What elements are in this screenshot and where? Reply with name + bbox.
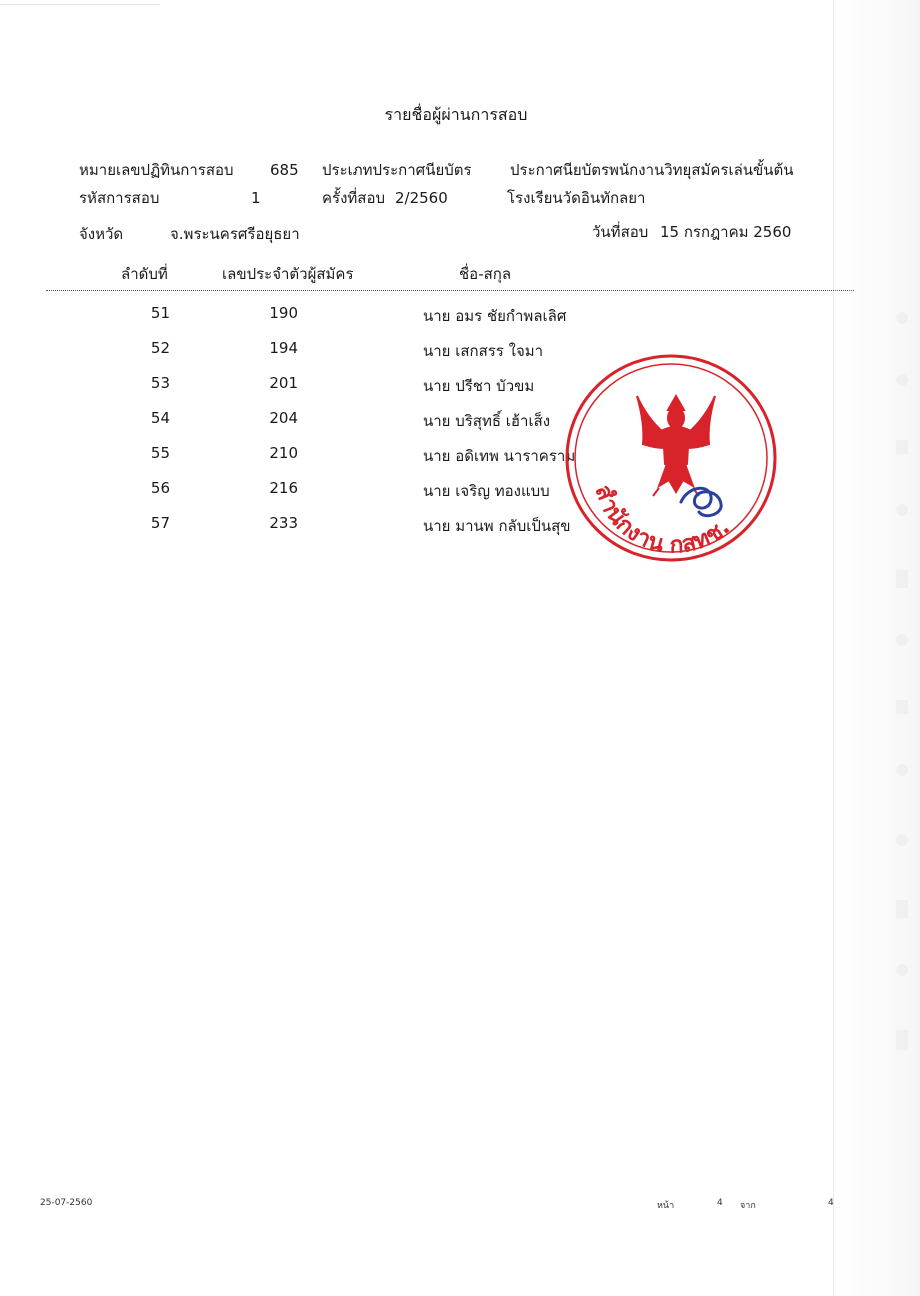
row-number: 54 (150, 409, 170, 427)
seal-text: สำนักงาน กสทช. (589, 481, 736, 559)
row-number: 51 (150, 304, 170, 322)
table-row (0, 479, 920, 501)
table-row (0, 304, 920, 326)
exam-date-value: 15 กรกฎาคม 2560 (660, 223, 792, 241)
province-value: จ.พระนครศรีอยุธยา (170, 225, 300, 243)
column-header-name: ชื่อ-สกุล (459, 265, 512, 283)
applicant-name: นาย อดิเทพ นาราคราม (423, 447, 576, 465)
applicant-id: 201 (269, 374, 298, 392)
table-row (0, 374, 920, 396)
applicant-id: 216 (269, 479, 298, 497)
applicant-id: 194 (269, 339, 298, 357)
table-row (0, 514, 920, 536)
applicant-name: นาย บริสุทธิ์ เฮ้าเส็ง (423, 412, 551, 430)
applicant-id: 233 (269, 514, 298, 532)
row-number: 57 (150, 514, 170, 532)
column-header-no: ลำดับที่ (121, 265, 168, 283)
header-dotted-rule (46, 290, 854, 291)
official-seal-stamp (563, 352, 779, 564)
applicant-id: 210 (269, 444, 298, 462)
garuda-emblem-icon (637, 396, 715, 496)
applicant-name: นาย เสกสรร ใจมา (423, 342, 544, 360)
signature-scribble (681, 488, 721, 515)
footer-page-total: 4 (828, 1198, 834, 1208)
footer-page-current: 4 (717, 1198, 723, 1208)
province-label: จังหวัด (79, 225, 124, 243)
footer-print-date: 25-07-2560 (40, 1198, 93, 1208)
cert-type-label: ประเภทประกาศนียบัตร (322, 161, 472, 179)
row-number: 55 (150, 444, 170, 462)
exam-round-value: 2/2560 (395, 189, 448, 207)
applicant-name: นาย ปรีชา บัวขม (423, 377, 535, 395)
cert-type-value: ประกาศนียบัตรพนักงานวิทยุสมัครเล่นขั้นต้น (510, 161, 794, 179)
applicant-id: 190 (269, 304, 298, 322)
exam-venue: โรงเรียนวัดอินทักลยา (507, 189, 646, 207)
scan-edge-line (833, 0, 834, 1296)
scan-artifact-line (0, 4, 160, 5)
applicant-name: นาย มานพ กลับเป็นสุข (423, 517, 571, 535)
permit-value: 685 (270, 161, 299, 179)
exam-code-label: รหัสการสอบ (79, 189, 160, 207)
applicant-id: 204 (269, 409, 298, 427)
table-row (0, 409, 920, 431)
row-number: 52 (150, 339, 170, 357)
row-number: 56 (150, 479, 170, 497)
footer-page-of-label: จาก (740, 1201, 756, 1211)
table-row (0, 444, 920, 466)
permit-label: หมายเลขปฏิทินการสอบ (79, 161, 234, 179)
page-title: รายชื่อผู้ผ่านการสอบ (384, 105, 528, 124)
applicant-name: นาย อมร ชัยกำพลเลิศ (423, 307, 567, 325)
exam-code-value: 1 (251, 189, 261, 207)
applicant-name: นาย เจริญ ทองแบบ (423, 482, 550, 500)
exam-round-label: ครั้งที่สอบ (322, 189, 385, 207)
row-number: 53 (150, 374, 170, 392)
exam-date-label: วันที่สอบ (592, 223, 649, 241)
table-row (0, 339, 920, 361)
footer-page-label: หน้า (657, 1201, 675, 1211)
column-header-id: เลขประจำตัวผู้สมัคร (222, 265, 354, 283)
